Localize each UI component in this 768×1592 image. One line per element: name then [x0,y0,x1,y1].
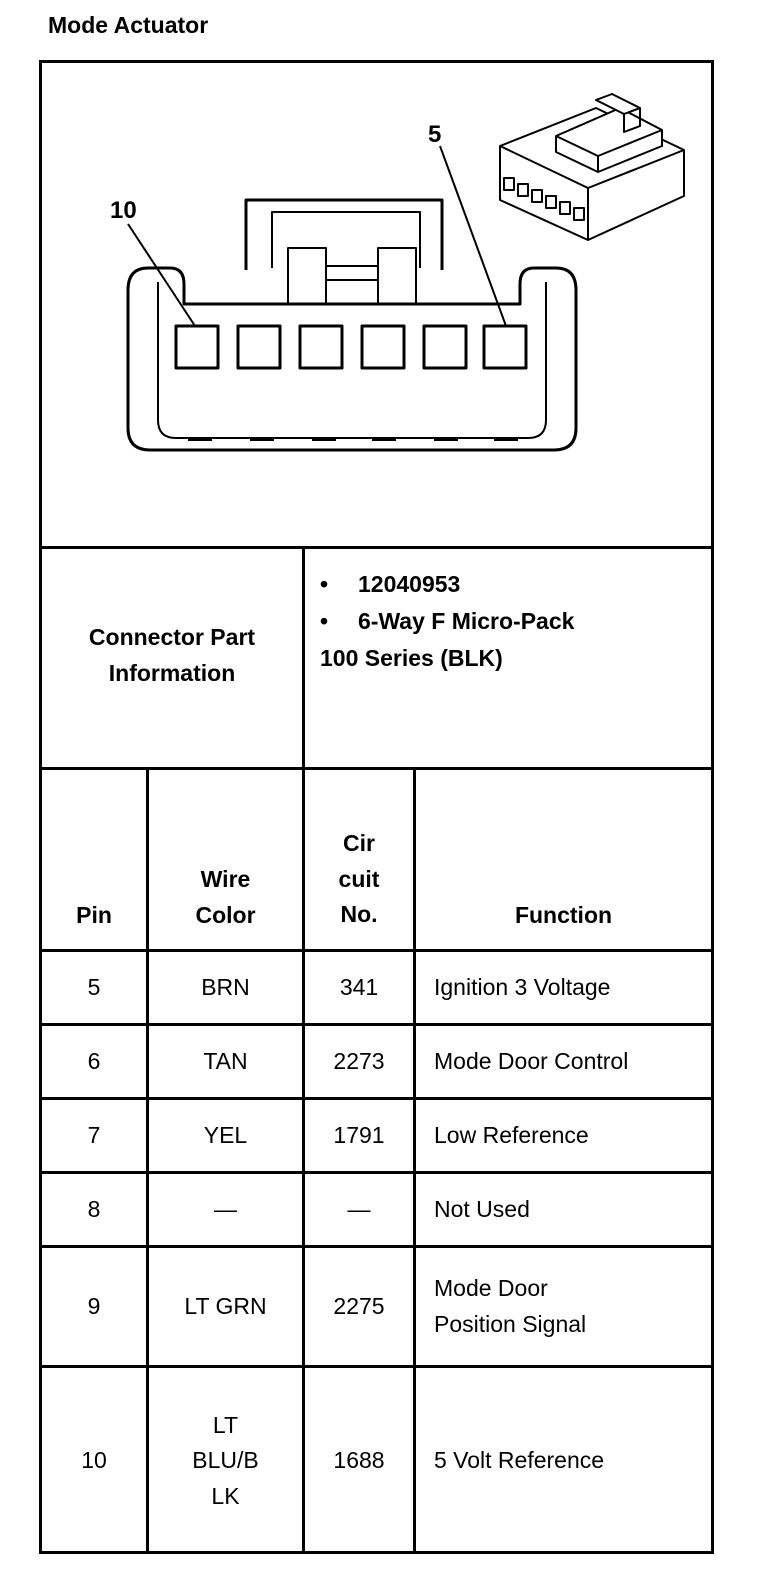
pin-cell: 9 [87,1292,101,1319]
list-item: • 12040953 [320,566,574,603]
pin-cell: 6 [87,1047,101,1074]
circuit-cell: 1791 [333,1121,385,1148]
header-function: Function [514,902,613,928]
wire-color-cell: LT GRN [184,1292,267,1319]
pin-cell: 7 [87,1121,101,1148]
function-cell: 5 Volt Reference [434,1447,605,1474]
circuit-cell: — [347,1195,371,1222]
connector-info-list [320,566,574,676]
function-cell: Mode Door Position Signal [434,1274,587,1337]
connector-info-label: Connector Part Information [88,624,256,686]
pin-10-label: 10 [110,197,137,224]
connector-type: 6-Way F Micro-Pack [358,607,575,634]
pin-cell: 8 [87,1195,101,1222]
connector-series: 100 Series (BLK) [320,644,503,671]
list-item: • 6-Way F Micro-Pack [320,603,574,640]
circuit-cell: 1688 [333,1447,385,1474]
function-cell: Not Used [434,1195,530,1222]
function-cell: Ignition 3 Voltage [434,973,611,1000]
connector-icon [500,94,684,240]
divider [39,767,714,770]
circuit-cell: 2273 [333,1047,385,1074]
wire-color-cell: TAN [203,1047,248,1074]
header-pin: Pin [76,902,112,928]
function-cell: Low Reference [434,1121,589,1148]
pin-cell: 5 [87,973,101,1000]
function-cell: Mode Door Control [434,1047,629,1074]
header-circuit-no: Cir cuit No. [338,830,380,928]
header-wire-color: Wire Color [195,866,256,928]
page-title: Mode Actuator [48,12,209,38]
wire-color-cell: LT BLU/B LK [192,1411,259,1509]
connector-diagram [0,0,768,560]
wire-color-cell: — [214,1195,237,1222]
pin-cell: 10 [81,1447,107,1474]
divider [39,546,714,549]
circuit-cell: 341 [339,973,379,1000]
wire-color-cell: BRN [201,973,250,1000]
wire-color-cell: YEL [203,1121,248,1148]
pin-5-label: 5 [428,121,442,148]
circuit-cell: 2275 [333,1292,385,1319]
part-number: 12040953 [358,571,461,597]
